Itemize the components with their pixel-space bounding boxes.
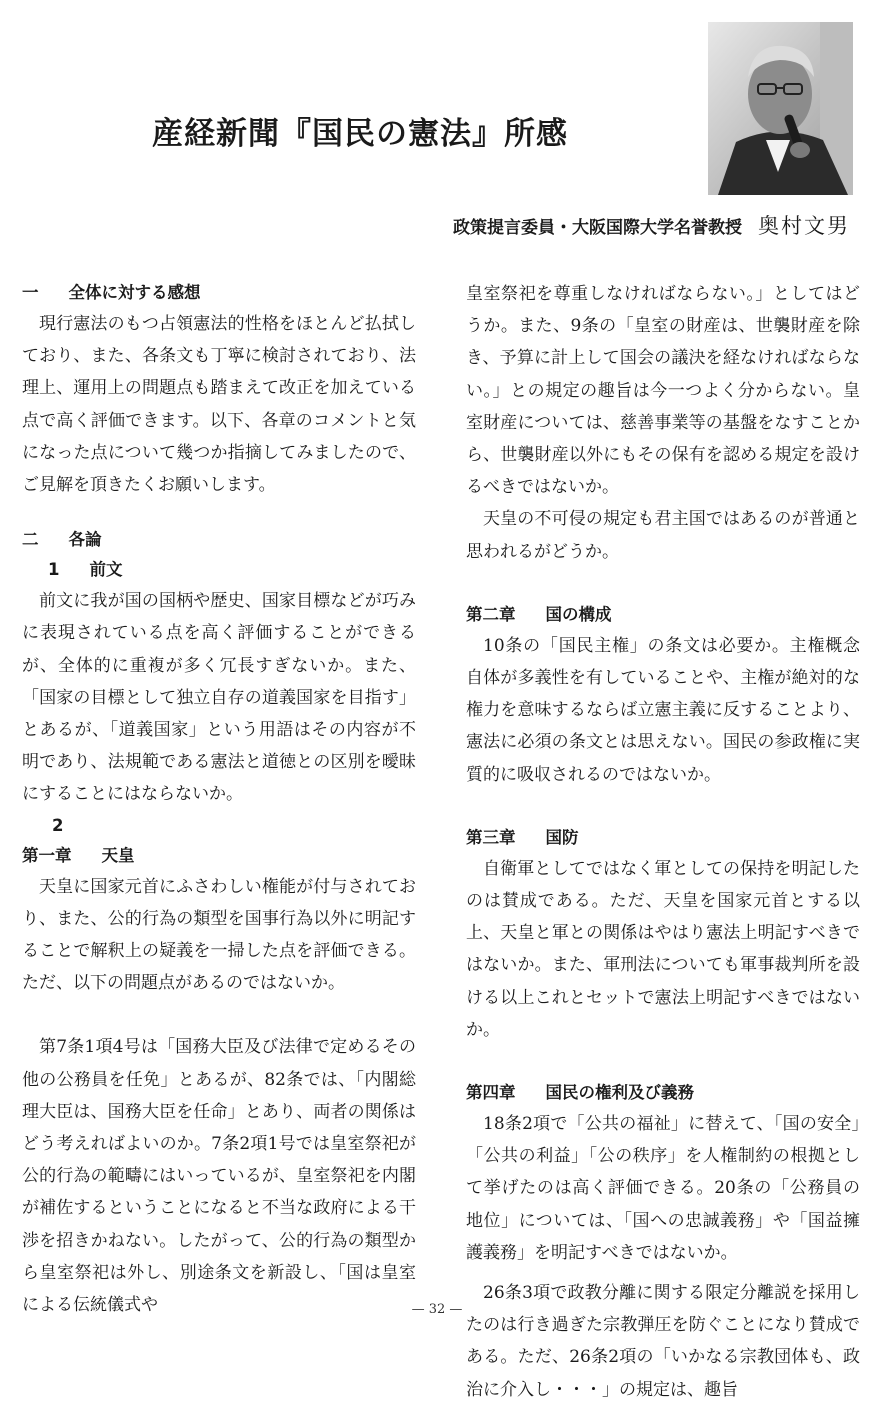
body-paragraph: 26条3項で政教分離に関する限定分離説を採用したのは行き過ぎた宗教弾圧を防ぐことになり賛成である。ただ、26条2項の「いかなる宗教団体も、政治に介入し・・・」の規定は、趣旨 [466,1283,860,1400]
chapter-number: 第一章 [22,845,72,865]
body-paragraph: 現行憲法のもつ占領憲法的性格をほとんど払拭しており、また、各条文も丁寧に検討されており、法理上、運用上の問題点も踏まえて改正を加えている点で高く評価できます。以下、各章のコメントと気になった点について幾つか指摘してみましたので、ご見解を頂きたくお願いします。 [22,314,416,496]
author-name: 奥村文男 [758,214,850,238]
body-paragraph: 第7条1項4号は「国務大臣及び法律で定めるその他の公務員を任免」とあるが、82条では、「内閣総理大臣は、国務大臣を任命」とあり、両者の関係はどう考えればよいのか。7条2項1号では皇室祭祀が公的行為の範疇にはいっているが、皇室祭祀を内閣が補佐するということになると不当な政府による干渉を招きかねない。したがって、公的行為の類型から皇室祭祀は外し、別途条文を新設し、「国は皇室による伝統儀式や [22,1037,416,1316]
body-paragraph: 自衛軍としてではなく軍としての保持を明記したのは賛成である。ただ、天皇を国家元首とする以上、天皇と軍との関係はやはり憲法上明記すべきではないか。また、軍刑法についても軍事裁判所を設ける以上これとセットで憲法上明記すべきではないか。 [466,858,860,1040]
article-title: 産経新聞『国民の憲法』所感 [152,116,568,152]
chapter-title: 国民の権利及び義務 [545,1083,694,1103]
author-photo [708,22,853,195]
section-number: 二 [22,530,39,550]
chapter-title: 天皇 [101,845,135,865]
body-paragraph: 天皇に国家元首にふさわしい権能が付与されており、また、公的行為の類型を国事行為以外に明記することで解釈上の疑義を一掃した点を評価できる。ただ、以下の問題点があるのではないか。 [22,876,416,994]
section-title: 各論 [68,530,102,550]
author-portrait-image [708,22,853,195]
subsection-title: 前文 [89,560,123,580]
body-paragraph: 天皇の不可侵の規定も君主国ではあるのが普通と思われるがどうか。 [466,509,860,562]
subsection-number-2: 2 [52,815,64,835]
subsection-number: 1 [48,560,60,580]
body-paragraph: 前文に我が国の国柄や歴史、国家目標などが巧みに表現されている点を高く評価することができるが、全体的に重複が多く冗長すぎないか。また、「国家の目標として独立自存の道義国家を目指す」とあるが、「道義国家」という用語はその内容が不明であり、法規範である憲法と道徳との区別を曖昧にすることにはならないか。 [22,591,416,805]
section-heading-1 [22,278,416,308]
chapter-heading-3 [466,823,860,853]
subsection-heading-preamble [22,555,416,585]
body-paragraph: 10条の「国民主権」の条文は必要か。主権概念自体が多義性を有していることや、主権が絶対的な権力を意味するならば立憲主義に反することより、憲法に必須の条文とは思えない。国民の参政権に実質的に吸収されるのではないか。 [466,635,860,785]
chapter-number: 第三章 [466,827,516,847]
chapter-number: 第二章 [466,604,516,624]
author-role: 政策提言委員・大阪国際大学名誉教授 [453,218,742,238]
author-byline [453,210,850,240]
page-number: — 32 — [411,1302,463,1317]
left-column [22,278,416,1321]
chapter-heading-1 [22,841,416,871]
section-number: 一 [22,283,39,302]
chapter-title: 国防 [545,827,579,847]
body-paragraph: 18条2項で「公共の福祉」に替えて、「国の安全」「公共の利益」「公の秩序」を人権制約の根拠として挙げたのは高く評価できる。20条の「公務員の地位」については、「国への忠誠義務」や「国益擁護義務」を明記すべきではないか。 [466,1114,860,1263]
section-title: 全体に対する感想 [68,283,201,302]
section-heading-2 [22,525,416,555]
chapter-number: 第四章 [466,1083,516,1103]
chapter-title: 国の構成 [545,604,612,624]
right-column [466,278,860,1406]
chapter-heading-4 [466,1078,860,1108]
chapter-heading-2 [466,600,860,630]
body-paragraph-continued: 皇室祭祀を尊重しなければならない。」としてはどうか。また、9条の「皇室の財産は、世襲財産を除き、予算に計上して国会の議決を経なければならない。」との規定の趣旨は今一つよく分からない。皇室財産については、慈善事業等の基盤をなすことから、世襲財産以外にもその保有を認める規定を設けるべきではないか。 [466,284,860,498]
